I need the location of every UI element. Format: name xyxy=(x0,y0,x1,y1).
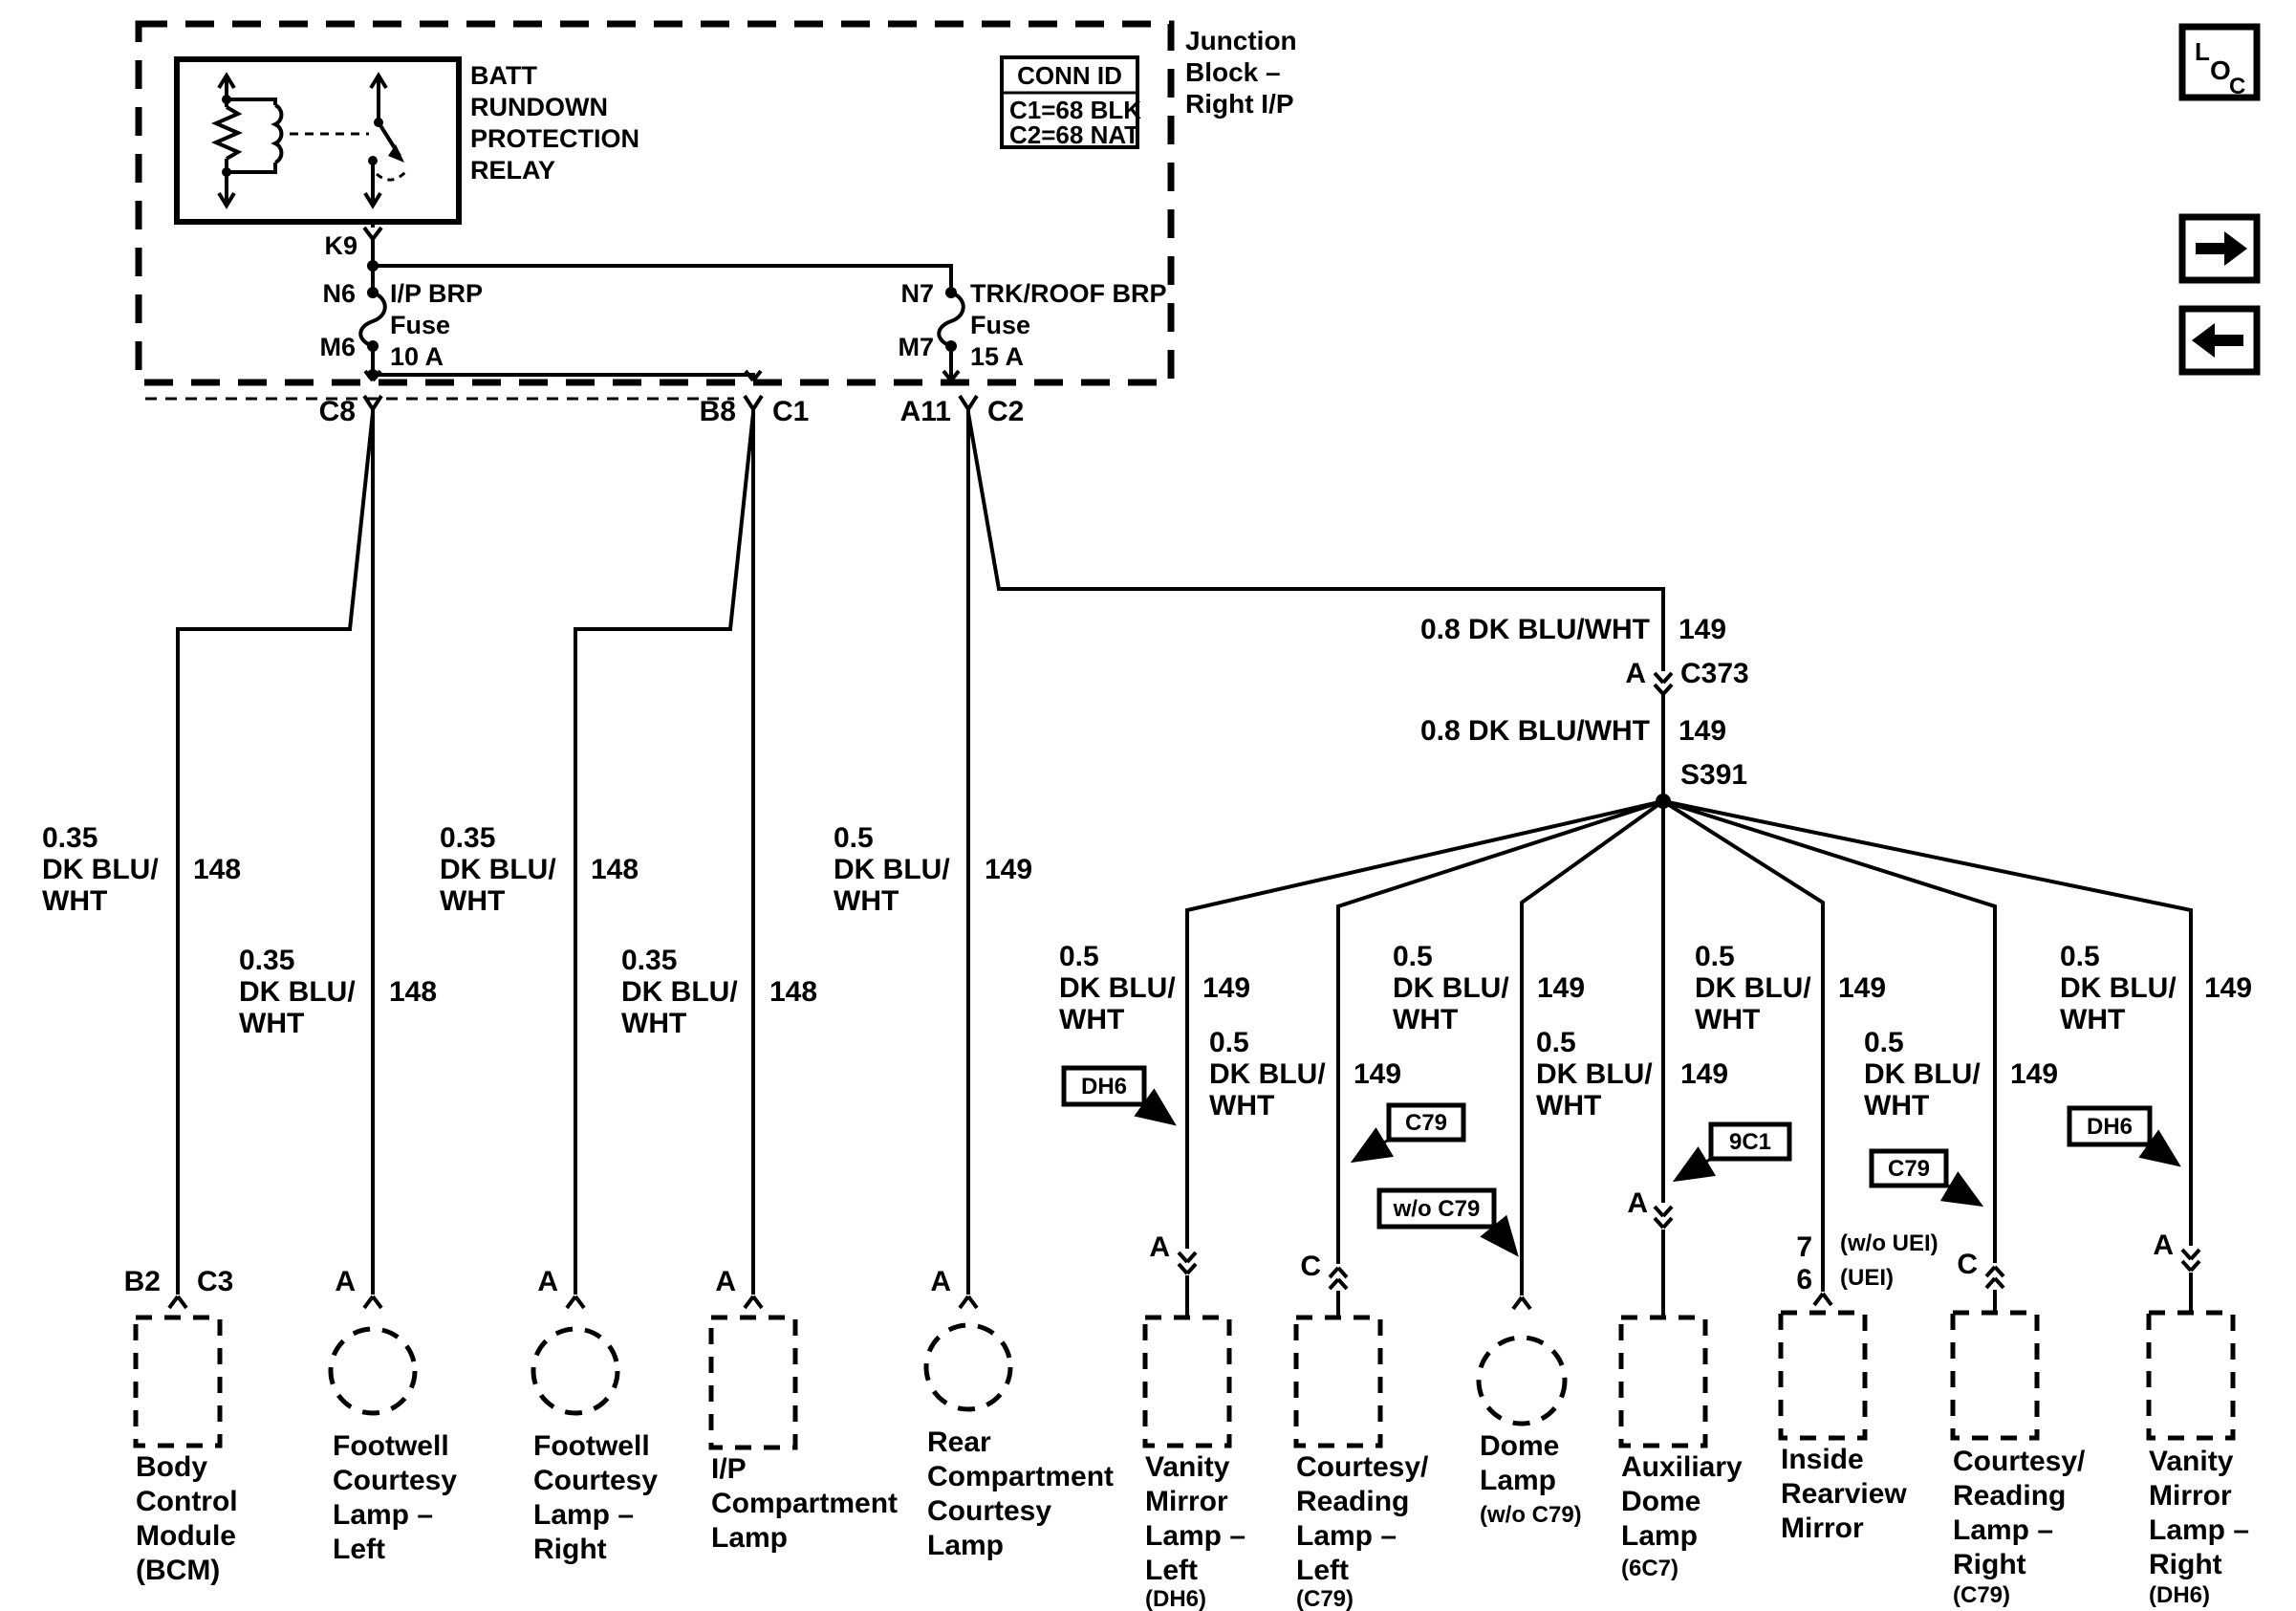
component-label-line: Vanity xyxy=(1145,1451,1230,1483)
pin-label: A xyxy=(715,1266,736,1297)
wire-color: DK BLU/ xyxy=(1393,972,1509,1004)
wire-size: 0.5 xyxy=(1209,1027,1249,1058)
wire-size-color-label: 0.8 DK BLU/WHT xyxy=(1420,715,1650,747)
component-label-line: Footwell xyxy=(533,1430,650,1462)
component-label-line: Module xyxy=(136,1520,236,1552)
component-label-line: Courtesy/ xyxy=(1296,1451,1429,1483)
component-label-line: Auxiliary xyxy=(1621,1451,1743,1483)
coil-symbol xyxy=(275,105,281,163)
fuse-bottom-pin: M7 xyxy=(898,333,934,361)
wire-color: WHT xyxy=(621,1008,687,1039)
next-page-button[interactable] xyxy=(2182,217,2257,280)
circuit-number-label: 149 xyxy=(2204,972,2253,1004)
wire-size: 0.5 xyxy=(2060,941,2100,972)
wire-size: 0.5 xyxy=(834,822,874,854)
fuse-label-line: Fuse xyxy=(390,311,451,339)
c2-connector-label: C2 xyxy=(987,396,1025,427)
relay-label-line: RUNDOWN xyxy=(470,93,608,121)
circuit-number-label: 149 xyxy=(1202,972,1251,1004)
component-label-line: Courtesy xyxy=(927,1495,1052,1527)
callout-arrow xyxy=(1494,1227,1515,1252)
wire-color: WHT xyxy=(1695,1004,1761,1035)
component-vanity-mirror-lamp-right xyxy=(2149,1313,2233,1438)
callout-arrow xyxy=(1144,1102,1172,1122)
component-label-line: Vanity xyxy=(2149,1446,2234,1477)
junction-block-exit-connectors xyxy=(319,396,1025,427)
callout-9c1 xyxy=(1678,1124,1789,1179)
dome-connector-symbol xyxy=(1513,1297,1530,1309)
circuit-number-label: 149 xyxy=(1680,1058,1729,1090)
wire-color: WHT xyxy=(834,885,899,917)
footwell-right-connector-symbol xyxy=(567,1296,584,1308)
courtesy-right-connector-symbol xyxy=(1986,1267,2004,1313)
fuse-label-line: TRK/ROOF BRP xyxy=(970,279,1167,308)
component-label-line: Right xyxy=(1953,1549,2026,1580)
component-label-line: Lamp – xyxy=(333,1499,434,1531)
component-courtesy-reading-lamp-left xyxy=(1296,1317,1380,1446)
component-label-line: Mirror xyxy=(1781,1513,1864,1544)
component-label-line: Lamp – xyxy=(1953,1514,2054,1546)
component-label-line: Compartment xyxy=(927,1461,1115,1492)
component-inside-rearview-mirror xyxy=(1781,1313,1865,1438)
arrow-right-icon xyxy=(2196,231,2247,266)
wire-color: WHT xyxy=(2060,1004,2126,1035)
courtesy-left-connector-symbol xyxy=(1330,1268,1347,1317)
callout-arrow xyxy=(1678,1159,1711,1179)
fuse-symbol xyxy=(360,293,385,346)
left-circuits xyxy=(42,822,1114,1586)
component-label-line: Courtesy xyxy=(533,1465,659,1496)
component-label-line: Lamp – xyxy=(1145,1520,1246,1552)
pin-label: C xyxy=(1300,1251,1321,1282)
loc-button[interactable] xyxy=(2182,27,2257,99)
b8-connector-symbol xyxy=(745,396,762,415)
fuse-trk-roof-brp xyxy=(898,279,1166,371)
component-label-line: Mirror xyxy=(2149,1480,2232,1512)
wire-color: DK BLU/ xyxy=(1536,1058,1653,1090)
component-note: (DH6) xyxy=(2149,1582,2210,1608)
vanity-left-connector-symbol xyxy=(1179,1252,1196,1317)
component-footwell-lamp-right xyxy=(533,1329,617,1413)
callout-dh6-left xyxy=(1064,1068,1172,1122)
wire-size: 0.35 xyxy=(42,822,98,854)
relay-label-line: BATT xyxy=(470,61,537,90)
component-label-line: Inside xyxy=(1781,1444,1864,1475)
fuse-label-line: 15 A xyxy=(970,342,1025,371)
switch-travel-dashed-arc xyxy=(377,170,407,180)
pin-label: A xyxy=(335,1266,356,1297)
conn-id-table xyxy=(1002,57,1141,149)
fuse-symbol xyxy=(939,293,964,346)
callout-wo-c79 xyxy=(1379,1190,1515,1252)
relay-label-line: PROTECTION xyxy=(470,124,640,153)
callout-dh6-right xyxy=(2069,1108,2177,1164)
loc-letter: O xyxy=(2210,55,2231,85)
component-label-line: Lamp – xyxy=(533,1499,635,1531)
circuit-number-label: 149 xyxy=(1679,715,1727,747)
title-line: Right I/P xyxy=(1185,89,1294,119)
circuit-number-label: 148 xyxy=(193,854,242,885)
wire-size-color-label: 0.8 DK BLU/WHT xyxy=(1420,614,1650,645)
fuse-bottom-pin: M6 xyxy=(319,333,356,361)
footwell-left-connector-symbol xyxy=(364,1296,381,1308)
circuit-number-label: 149 xyxy=(1679,614,1727,645)
wire-rearview-mirror xyxy=(1663,801,1823,1292)
component-label-line: Lamp – xyxy=(1296,1520,1397,1552)
circuit-number-label: 149 xyxy=(1838,972,1887,1004)
wire-color: WHT xyxy=(1393,1004,1459,1035)
wire-color: DK BLU/ xyxy=(42,854,159,885)
component-label-line: (BCM) xyxy=(136,1555,221,1586)
trunk-labels xyxy=(1420,614,1749,791)
component-footwell-lamp-left xyxy=(331,1329,415,1413)
circuit-number-label: 149 xyxy=(1537,972,1586,1004)
pin-label: A xyxy=(930,1266,951,1297)
aux-dome-connector-symbol xyxy=(1655,1207,1672,1317)
wire-color: DK BLU/ xyxy=(239,976,356,1008)
pin-label: A xyxy=(1627,1187,1648,1219)
component-label-line: Lamp xyxy=(1480,1465,1557,1496)
k9-connector-symbol xyxy=(364,222,381,266)
arrow-left-icon xyxy=(2192,323,2243,358)
wire-color: WHT xyxy=(239,1008,305,1039)
component-note: (w/o C79) xyxy=(1480,1502,1582,1528)
wire-size: 0.35 xyxy=(621,945,678,976)
component-vanity-mirror-lamp-left xyxy=(1145,1317,1229,1446)
right-circuits xyxy=(1059,941,2252,1611)
pin-label: A xyxy=(537,1266,558,1297)
component-label-line: Body xyxy=(136,1451,207,1483)
callout-c79-left xyxy=(1355,1105,1463,1160)
component-label-line: Lamp – xyxy=(2149,1514,2250,1546)
b8-pin-label: B8 xyxy=(699,396,736,427)
component-label-line: Reading xyxy=(1296,1486,1410,1517)
pin-label: B2 xyxy=(123,1266,161,1297)
splice-label: S391 xyxy=(1680,759,1748,791)
ip-lamp-connector-symbol xyxy=(745,1296,762,1308)
component-note: (C79) xyxy=(1953,1582,2011,1608)
prev-page-button[interactable] xyxy=(2182,309,2257,372)
fuse-top-pin: N6 xyxy=(322,279,356,308)
component-dome-lamp xyxy=(1479,1338,1565,1424)
wire-size: 0.5 xyxy=(1536,1027,1576,1058)
callout-label: DH6 xyxy=(2086,1114,2134,1140)
component-label-line: Lamp xyxy=(711,1522,789,1554)
c373-pin-label: A xyxy=(1625,658,1646,689)
loc-letter: C xyxy=(2229,74,2246,99)
wire-color: WHT xyxy=(1209,1090,1275,1121)
wire-size: 0.5 xyxy=(1393,941,1433,972)
junction-block-title xyxy=(1185,26,1297,119)
c1-connector-label: C1 xyxy=(772,396,810,427)
component-aux-dome-lamp xyxy=(1621,1317,1705,1446)
component-label-line: Left xyxy=(1296,1555,1349,1586)
junction-block xyxy=(139,24,1297,382)
fuse-top-pin: N7 xyxy=(900,279,934,308)
circuit-number-label: 148 xyxy=(591,854,639,885)
component-label-line: Courtesy xyxy=(333,1465,458,1496)
resistor-symbol xyxy=(216,107,238,159)
pin-note: (UEI) xyxy=(1840,1265,1894,1291)
title-line: Block – xyxy=(1185,57,1281,87)
component-note: (C79) xyxy=(1296,1586,1354,1611)
nav-buttons xyxy=(2182,27,2257,372)
component-label-line: Dome xyxy=(1621,1486,1701,1517)
relay-output-k9 xyxy=(324,222,381,266)
wire-size: 0.5 xyxy=(1059,941,1099,972)
a11-connector-symbol xyxy=(960,396,977,415)
fuse-label-line: 10 A xyxy=(390,342,444,371)
loc-letter: L xyxy=(2195,37,2210,66)
callout-arrow xyxy=(2150,1144,2177,1164)
conn-id-row: C1=68 BLK xyxy=(1009,96,1141,124)
wire-color: DK BLU/ xyxy=(1864,1058,1981,1090)
c373-connector-symbol xyxy=(1655,673,1672,694)
callout-arrow xyxy=(1948,1186,1979,1204)
callout-c79-right xyxy=(1872,1151,1979,1204)
branch-to-b8 xyxy=(373,373,753,375)
wire-courtesy-left xyxy=(1338,801,1663,1264)
component-label-line: Rearview xyxy=(1781,1478,1907,1510)
c8-pin-label: C8 xyxy=(318,396,356,427)
callout-arrow xyxy=(1355,1140,1389,1160)
component-label-line: Lamp xyxy=(1621,1520,1699,1552)
batt-rundown-protection-relay xyxy=(177,59,639,222)
component-label-line: Control xyxy=(136,1486,238,1517)
wire-color: WHT xyxy=(440,885,506,917)
component-label-line: Compartment xyxy=(711,1488,899,1519)
component-label-line: Left xyxy=(333,1534,385,1565)
circuit-number-label: 149 xyxy=(985,854,1033,885)
wire-color: DK BLU/ xyxy=(1059,972,1176,1004)
wire-color: DK BLU/ xyxy=(1209,1058,1326,1090)
component-label-line: Footwell xyxy=(333,1430,449,1462)
pin-label: C xyxy=(1957,1249,1978,1280)
conn-id-row: C2=68 NAT xyxy=(1009,120,1140,149)
a11-pin-label: A11 xyxy=(899,396,951,427)
component-label-line: Mirror xyxy=(1145,1486,1228,1517)
component-bcm xyxy=(136,1317,220,1446)
c373-connector-label: C373 xyxy=(1680,658,1749,689)
component-label-line: Right xyxy=(2149,1549,2222,1580)
wire-color: WHT xyxy=(42,885,108,917)
wire-color: DK BLU/ xyxy=(621,976,738,1008)
pin-label: 6 xyxy=(1796,1264,1812,1295)
title-line: Junction xyxy=(1185,26,1297,55)
circuit-number-label: 148 xyxy=(769,976,818,1008)
wire-color: DK BLU/ xyxy=(1695,972,1811,1004)
callout-label: C79 xyxy=(1887,1156,1931,1182)
wire-size: 0.5 xyxy=(1864,1027,1904,1058)
callout-label: w/o C79 xyxy=(1393,1196,1481,1222)
wire-color: WHT xyxy=(1059,1004,1125,1035)
component-note: (6C7) xyxy=(1621,1556,1679,1581)
pin-label: A xyxy=(2153,1230,2174,1261)
component-label-line: Lamp xyxy=(927,1530,1005,1561)
component-note: (DH6) xyxy=(1145,1586,1206,1611)
rear-lamp-connector-symbol xyxy=(960,1296,977,1308)
wire-color: DK BLU/ xyxy=(834,854,950,885)
circuit-number-label: 148 xyxy=(389,976,438,1008)
circuit-number-label: 149 xyxy=(2010,1058,2059,1090)
connector-label: C3 xyxy=(197,1266,234,1297)
component-label-line: Right xyxy=(533,1534,607,1565)
component-label-line: Reading xyxy=(1953,1480,2067,1512)
component-courtesy-reading-lamp-right xyxy=(1953,1313,2037,1438)
wire-color: DK BLU/ xyxy=(440,854,556,885)
wire-size: 0.5 xyxy=(1695,941,1735,972)
bcm-connector-symbol xyxy=(169,1296,186,1308)
pin-label: A xyxy=(1149,1231,1170,1263)
wire-color: WHT xyxy=(1536,1090,1602,1121)
callout-label: C79 xyxy=(1404,1110,1448,1136)
wire-size: 0.35 xyxy=(440,822,496,854)
wire-color: WHT xyxy=(1864,1090,1930,1121)
vanity-right-connector-symbol xyxy=(2182,1250,2199,1313)
switch-blade-arrowhead xyxy=(388,144,404,163)
component-label-line: Dome xyxy=(1480,1430,1560,1462)
callout-label: DH6 xyxy=(1080,1074,1128,1099)
pin-label: 7 xyxy=(1796,1231,1812,1263)
component-label-line: I/P xyxy=(711,1453,747,1485)
relay-label-line: RELAY xyxy=(470,156,556,185)
conn-id-header: CONN ID xyxy=(1017,61,1122,90)
wire-color: DK BLU/ xyxy=(2060,972,2177,1004)
component-label-line: Left xyxy=(1145,1555,1198,1586)
mirror-connector-symbol xyxy=(1814,1294,1831,1305)
component-rear-compartment-lamp xyxy=(926,1325,1010,1409)
wire-size: 0.35 xyxy=(239,945,295,976)
component-label-line: Rear xyxy=(927,1426,991,1458)
circuit-number-label: 149 xyxy=(1354,1058,1402,1090)
callout-label: 9C1 xyxy=(1728,1129,1772,1155)
fuse-label-line: Fuse xyxy=(970,311,1031,339)
pin-note: (w/o UEI) xyxy=(1840,1230,1939,1256)
component-label-line: Courtesy/ xyxy=(1953,1446,2086,1477)
fuse-label-line: I/P BRP xyxy=(390,279,484,308)
component-ip-compartment-lamp xyxy=(711,1317,795,1448)
k9-pin-label: K9 xyxy=(324,231,357,260)
fuse-ip-brp xyxy=(319,279,483,371)
